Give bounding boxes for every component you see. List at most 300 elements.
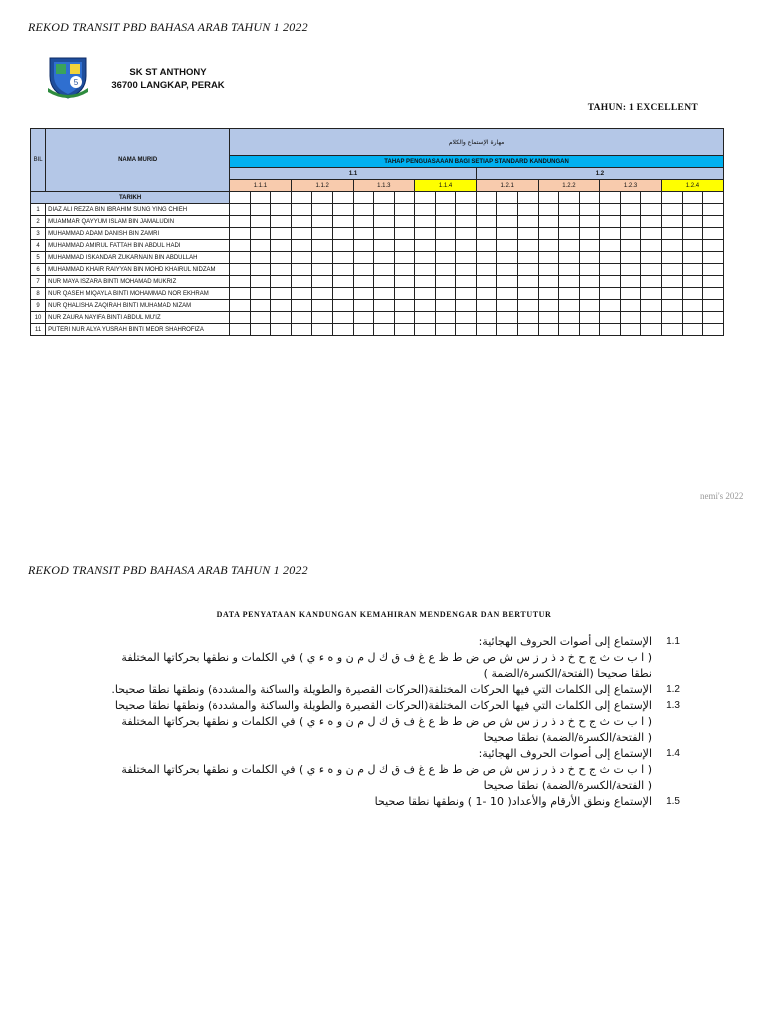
student-row: [31, 312, 724, 324]
score-cell[interactable]: [230, 240, 251, 252]
score-cell[interactable]: [518, 240, 539, 252]
score-cell[interactable]: [620, 312, 641, 324]
score-cell[interactable]: [661, 288, 682, 300]
score-cell[interactable]: [682, 324, 703, 336]
score-cell[interactable]: [394, 240, 415, 252]
score-cell[interactable]: [415, 264, 436, 276]
score-cell[interactable]: [353, 288, 374, 300]
student-name: NUR QHALISHA ZAQIRAH BINTI MUHAMAD NIZAM: [46, 300, 230, 312]
score-cell[interactable]: [271, 288, 292, 300]
score-cell[interactable]: [620, 264, 641, 276]
score-cell[interactable]: [250, 276, 271, 288]
standard-1-1-3: 1.1.3: [353, 180, 415, 192]
score-cell[interactable]: [291, 276, 312, 288]
score-cell[interactable]: [497, 240, 518, 252]
score-cell[interactable]: [600, 204, 621, 216]
score-cell[interactable]: [332, 228, 353, 240]
score-cell[interactable]: [476, 312, 497, 324]
score-cell[interactable]: [435, 288, 456, 300]
score-cell[interactable]: [600, 264, 621, 276]
score-cell[interactable]: [394, 324, 415, 336]
score-cell[interactable]: [518, 204, 539, 216]
score-cell[interactable]: [230, 288, 251, 300]
score-cell[interactable]: [271, 264, 292, 276]
score-cell[interactable]: [374, 216, 395, 228]
score-cell[interactable]: [641, 276, 662, 288]
score-cell[interactable]: [456, 204, 477, 216]
score-cell[interactable]: [230, 252, 251, 264]
score-cell[interactable]: [703, 216, 724, 228]
score-cell[interactable]: [374, 276, 395, 288]
score-cell[interactable]: [271, 216, 292, 228]
score-cell[interactable]: [435, 264, 456, 276]
score-cell[interactable]: [476, 288, 497, 300]
score-cell[interactable]: [703, 204, 724, 216]
score-cell[interactable]: [703, 228, 724, 240]
score-cell[interactable]: [250, 252, 271, 264]
score-cell[interactable]: [600, 312, 621, 324]
score-cell[interactable]: [312, 300, 333, 312]
svg-text:5: 5: [73, 78, 79, 87]
score-cell[interactable]: [271, 228, 292, 240]
score-cell[interactable]: [332, 300, 353, 312]
score-cell[interactable]: [620, 228, 641, 240]
score-cell[interactable]: [620, 216, 641, 228]
score-cell[interactable]: [641, 324, 662, 336]
score-cell[interactable]: [703, 276, 724, 288]
score-cell[interactable]: [600, 276, 621, 288]
score-cell[interactable]: [476, 252, 497, 264]
standard-item-line: ( الفتحة/الكسرة/الضمة) نطقا صحيحا: [483, 731, 652, 744]
score-cell[interactable]: [476, 324, 497, 336]
score-cell[interactable]: [312, 216, 333, 228]
score-cell[interactable]: [497, 276, 518, 288]
score-cell[interactable]: [703, 324, 724, 336]
score-cell[interactable]: [518, 300, 539, 312]
score-cell[interactable]: [312, 228, 333, 240]
score-cell[interactable]: [661, 276, 682, 288]
score-cell[interactable]: [415, 324, 436, 336]
score-cell[interactable]: [332, 252, 353, 264]
score-cell[interactable]: [456, 276, 477, 288]
score-cell[interactable]: [435, 228, 456, 240]
score-cell[interactable]: [435, 216, 456, 228]
score-cell[interactable]: [579, 216, 600, 228]
score-cell[interactable]: [518, 288, 539, 300]
score-cell[interactable]: [661, 228, 682, 240]
score-cell[interactable]: [374, 252, 395, 264]
score-cell[interactable]: [394, 300, 415, 312]
score-cell[interactable]: [394, 264, 415, 276]
score-cell[interactable]: [435, 324, 456, 336]
score-cell[interactable]: [415, 216, 436, 228]
score-cell[interactable]: [312, 264, 333, 276]
standard-item-line: الإستماع إلى أصوات الحروف الهجائية:: [478, 747, 652, 760]
score-cell[interactable]: [291, 264, 312, 276]
score-cell[interactable]: [600, 216, 621, 228]
score-cell[interactable]: [415, 228, 436, 240]
score-cell[interactable]: [230, 300, 251, 312]
score-cell[interactable]: [332, 240, 353, 252]
standard-item-number: 1.4: [666, 748, 680, 759]
score-cell[interactable]: [456, 288, 477, 300]
score-cell[interactable]: [559, 252, 580, 264]
score-cell[interactable]: [394, 276, 415, 288]
student-row: [31, 240, 724, 252]
score-cell[interactable]: [661, 240, 682, 252]
score-cell[interactable]: [682, 252, 703, 264]
score-cell[interactable]: [271, 240, 292, 252]
score-cell[interactable]: [518, 276, 539, 288]
student-number: 11: [31, 324, 46, 336]
score-cell[interactable]: [497, 216, 518, 228]
score-cell[interactable]: [559, 300, 580, 312]
score-cell[interactable]: [579, 264, 600, 276]
score-cell[interactable]: [250, 204, 271, 216]
standard-item: [121, 634, 680, 682]
score-cell[interactable]: [682, 312, 703, 324]
score-cell[interactable]: [641, 204, 662, 216]
score-cell[interactable]: [682, 276, 703, 288]
score-cell[interactable]: [600, 324, 621, 336]
score-cell[interactable]: [661, 216, 682, 228]
score-cell[interactable]: [394, 216, 415, 228]
standard-item-line: ( ا ب ت ث ج ح خ د ذ ر ز س ش ص ض ط ظ ع غ ف ق ك ل م ن و ه ء ي ) في الكلمات و نطقها بحركاتها المختلفة: [121, 763, 652, 776]
score-cell[interactable]: [682, 300, 703, 312]
score-cell[interactable]: [476, 300, 497, 312]
score-cell[interactable]: [620, 300, 641, 312]
score-cell[interactable]: [661, 264, 682, 276]
score-cell[interactable]: [312, 204, 333, 216]
score-cell[interactable]: [312, 240, 333, 252]
standard-item-line: الإستماع إلى الكلمات التي فيها الحركات المختلفة(الحركات القصيرة والطويلة والساكنة والمشددة) ونطقها نطقا صحيحا.: [111, 683, 652, 696]
score-cell[interactable]: [682, 240, 703, 252]
score-cell[interactable]: [374, 312, 395, 324]
score-cell[interactable]: [374, 204, 395, 216]
score-cell[interactable]: [332, 216, 353, 228]
score-cell[interactable]: [661, 312, 682, 324]
standard-item-text: [115, 698, 658, 746]
standard-item: [280, 794, 680, 810]
score-cell[interactable]: [435, 204, 456, 216]
student-row: [31, 204, 724, 216]
score-cell[interactable]: [703, 264, 724, 276]
score-cell[interactable]: [497, 228, 518, 240]
score-cell[interactable]: [291, 300, 312, 312]
score-cell[interactable]: [682, 228, 703, 240]
score-cell[interactable]: [291, 324, 312, 336]
score-cell[interactable]: [538, 228, 559, 240]
score-cell[interactable]: [600, 240, 621, 252]
score-cell[interactable]: [415, 240, 436, 252]
score-cell[interactable]: [230, 324, 251, 336]
score-cell[interactable]: [250, 228, 271, 240]
score-cell[interactable]: [332, 264, 353, 276]
score-cell[interactable]: [579, 204, 600, 216]
score-cell[interactable]: [353, 228, 374, 240]
score-cell[interactable]: [518, 312, 539, 324]
score-cell[interactable]: [661, 204, 682, 216]
score-cell[interactable]: [435, 252, 456, 264]
watermark: nemi's 2022: [700, 491, 744, 501]
score-cell[interactable]: [374, 300, 395, 312]
score-cell[interactable]: [682, 216, 703, 228]
score-cell[interactable]: [600, 288, 621, 300]
standard-1-2-1: 1.2.1: [476, 180, 538, 192]
score-cell[interactable]: [600, 252, 621, 264]
score-cell[interactable]: [620, 240, 641, 252]
score-cell[interactable]: [579, 240, 600, 252]
score-cell[interactable]: [230, 312, 251, 324]
score-cell[interactable]: [271, 324, 292, 336]
score-cell[interactable]: [312, 276, 333, 288]
score-cell[interactable]: [497, 204, 518, 216]
score-cell[interactable]: [415, 288, 436, 300]
score-cell[interactable]: [600, 300, 621, 312]
score-cell[interactable]: [394, 252, 415, 264]
score-cell[interactable]: [394, 288, 415, 300]
score-cell[interactable]: [641, 264, 662, 276]
score-cell[interactable]: [497, 264, 518, 276]
score-cell[interactable]: [538, 240, 559, 252]
student-number: 5: [31, 252, 46, 264]
score-cell[interactable]: [579, 312, 600, 324]
score-cell[interactable]: [703, 300, 724, 312]
score-cell[interactable]: [559, 228, 580, 240]
standard-1-2-3: 1.2.3: [600, 180, 662, 192]
score-cell[interactable]: [538, 204, 559, 216]
score-cell[interactable]: [415, 252, 436, 264]
score-cell[interactable]: [353, 312, 374, 324]
score-cell[interactable]: [394, 204, 415, 216]
standard-item-text: [121, 746, 658, 794]
score-cell[interactable]: [250, 312, 271, 324]
score-cell[interactable]: [374, 324, 395, 336]
score-cell[interactable]: [476, 204, 497, 216]
score-cell[interactable]: [291, 312, 312, 324]
score-cell[interactable]: [641, 240, 662, 252]
standard-item-number: 1.2: [666, 684, 680, 695]
score-cell[interactable]: [415, 276, 436, 288]
score-cell[interactable]: [456, 312, 477, 324]
score-cell[interactable]: [497, 252, 518, 264]
standard-item-line: الإستماع إلى أصوات الحروف الهجائية:: [478, 635, 652, 648]
score-cell[interactable]: [456, 264, 477, 276]
score-cell[interactable]: [538, 312, 559, 324]
score-cell[interactable]: [476, 264, 497, 276]
score-cell[interactable]: [620, 252, 641, 264]
score-cell[interactable]: [312, 288, 333, 300]
score-cell[interactable]: [518, 228, 539, 240]
student-row: [31, 264, 724, 276]
student-row: [31, 252, 724, 264]
score-cell[interactable]: [538, 288, 559, 300]
score-cell[interactable]: [415, 312, 436, 324]
score-cell[interactable]: [559, 276, 580, 288]
score-cell[interactable]: [641, 288, 662, 300]
student-row: [31, 228, 724, 240]
score-cell[interactable]: [332, 324, 353, 336]
score-cell[interactable]: [374, 264, 395, 276]
score-cell[interactable]: [435, 300, 456, 312]
score-cell[interactable]: [291, 288, 312, 300]
score-cell[interactable]: [476, 216, 497, 228]
score-cell[interactable]: [353, 264, 374, 276]
score-cell[interactable]: [559, 324, 580, 336]
score-cell[interactable]: [538, 264, 559, 276]
score-cell[interactable]: [230, 216, 251, 228]
score-cell[interactable]: [579, 288, 600, 300]
score-cell[interactable]: [497, 312, 518, 324]
standard-1-1-2: 1.1.2: [291, 180, 353, 192]
score-cell[interactable]: [661, 252, 682, 264]
score-cell[interactable]: [435, 240, 456, 252]
score-cell[interactable]: [415, 204, 436, 216]
score-cell[interactable]: [456, 324, 477, 336]
score-cell[interactable]: [353, 204, 374, 216]
score-cell[interactable]: [271, 276, 292, 288]
score-cell[interactable]: [230, 264, 251, 276]
score-cell[interactable]: [250, 324, 271, 336]
score-cell[interactable]: [353, 216, 374, 228]
score-cell[interactable]: [559, 288, 580, 300]
score-cell[interactable]: [641, 312, 662, 324]
score-cell[interactable]: [682, 264, 703, 276]
score-cell[interactable]: [559, 240, 580, 252]
score-cell[interactable]: [250, 240, 271, 252]
score-cell[interactable]: [374, 240, 395, 252]
score-cell[interactable]: [353, 240, 374, 252]
score-cell[interactable]: [271, 252, 292, 264]
score-cell[interactable]: [250, 216, 271, 228]
score-cell[interactable]: [353, 252, 374, 264]
score-cell[interactable]: [682, 288, 703, 300]
score-cell[interactable]: [620, 204, 641, 216]
score-cell[interactable]: [620, 276, 641, 288]
score-cell[interactable]: [291, 216, 312, 228]
score-cell[interactable]: [394, 312, 415, 324]
score-cell[interactable]: [641, 216, 662, 228]
score-cell[interactable]: [497, 288, 518, 300]
score-cell[interactable]: [579, 276, 600, 288]
score-cell[interactable]: [353, 276, 374, 288]
score-cell[interactable]: [435, 276, 456, 288]
score-cell[interactable]: [435, 312, 456, 324]
score-cell[interactable]: [518, 264, 539, 276]
score-cell[interactable]: [620, 324, 641, 336]
score-cell[interactable]: [271, 300, 292, 312]
score-cell[interactable]: [353, 300, 374, 312]
score-cell[interactable]: [312, 324, 333, 336]
score-cell[interactable]: [291, 228, 312, 240]
score-cell[interactable]: [559, 204, 580, 216]
score-cell[interactable]: [250, 300, 271, 312]
score-cell[interactable]: [538, 252, 559, 264]
score-cell[interactable]: [641, 300, 662, 312]
section-subheading: DATA PENYATAAN KANDUNGAN KEMAHIRAN MENDENGAR DAN BERTUTUR: [216, 610, 552, 619]
score-cell[interactable]: [230, 204, 251, 216]
score-cell[interactable]: [374, 228, 395, 240]
student-row: [31, 300, 724, 312]
score-cell[interactable]: [518, 252, 539, 264]
score-cell[interactable]: [538, 324, 559, 336]
score-cell[interactable]: [250, 264, 271, 276]
score-cell[interactable]: [559, 216, 580, 228]
score-cell[interactable]: [456, 300, 477, 312]
score-cell[interactable]: [682, 204, 703, 216]
score-cell[interactable]: [518, 324, 539, 336]
score-cell[interactable]: [353, 324, 374, 336]
score-cell[interactable]: [291, 252, 312, 264]
score-cell[interactable]: [579, 228, 600, 240]
score-cell[interactable]: [230, 276, 251, 288]
score-cell[interactable]: [538, 276, 559, 288]
score-cell[interactable]: [703, 252, 724, 264]
score-cell[interactable]: [476, 228, 497, 240]
standard-1-1-4: 1.1.4: [415, 180, 477, 192]
score-cell[interactable]: [456, 252, 477, 264]
score-cell[interactable]: [559, 312, 580, 324]
score-cell[interactable]: [312, 312, 333, 324]
score-cell[interactable]: [538, 216, 559, 228]
score-cell[interactable]: [661, 300, 682, 312]
score-cell[interactable]: [271, 204, 292, 216]
score-cell[interactable]: [291, 204, 312, 216]
score-cell[interactable]: [661, 324, 682, 336]
score-cell[interactable]: [703, 288, 724, 300]
bil-header: BIL: [31, 129, 46, 192]
score-cell[interactable]: [641, 252, 662, 264]
score-cell[interactable]: [456, 240, 477, 252]
score-cell[interactable]: [476, 276, 497, 288]
score-cell[interactable]: [250, 288, 271, 300]
score-cell[interactable]: [579, 300, 600, 312]
score-cell[interactable]: [538, 300, 559, 312]
student-name: PUTERI NUR ALYA YUSRAH BINTI MEOR SHAHROFIZA: [46, 324, 230, 336]
score-cell[interactable]: [230, 228, 251, 240]
score-cell[interactable]: [559, 264, 580, 276]
score-cell[interactable]: [456, 228, 477, 240]
page-title: REKOD TRANSIT PBD BAHASA ARAB TAHUN 1 2022: [28, 20, 308, 34]
score-cell[interactable]: [497, 300, 518, 312]
tarikh-row: [31, 192, 724, 204]
score-cell[interactable]: [332, 276, 353, 288]
score-cell[interactable]: [312, 252, 333, 264]
transit-record-table: [30, 128, 724, 336]
score-cell[interactable]: [579, 252, 600, 264]
standard-item-text: [111, 682, 658, 698]
score-cell[interactable]: [497, 324, 518, 336]
score-cell[interactable]: [456, 216, 477, 228]
score-cell[interactable]: [415, 300, 436, 312]
score-cell[interactable]: [600, 228, 621, 240]
score-cell[interactable]: [641, 228, 662, 240]
score-cell[interactable]: [332, 288, 353, 300]
score-cell[interactable]: [332, 204, 353, 216]
score-cell[interactable]: [620, 288, 641, 300]
student-name: MUHAMMAD KHAIR RAIYYAN BIN MOHD KHAIRUL NIDZAM: [46, 264, 230, 276]
score-cell[interactable]: [518, 216, 539, 228]
score-cell[interactable]: [271, 312, 292, 324]
score-cell[interactable]: [476, 240, 497, 252]
score-cell[interactable]: [374, 288, 395, 300]
score-cell[interactable]: [394, 228, 415, 240]
score-cell[interactable]: [579, 324, 600, 336]
score-cell[interactable]: [703, 240, 724, 252]
score-cell[interactable]: [291, 240, 312, 252]
score-cell[interactable]: [703, 312, 724, 324]
score-cell[interactable]: [332, 312, 353, 324]
